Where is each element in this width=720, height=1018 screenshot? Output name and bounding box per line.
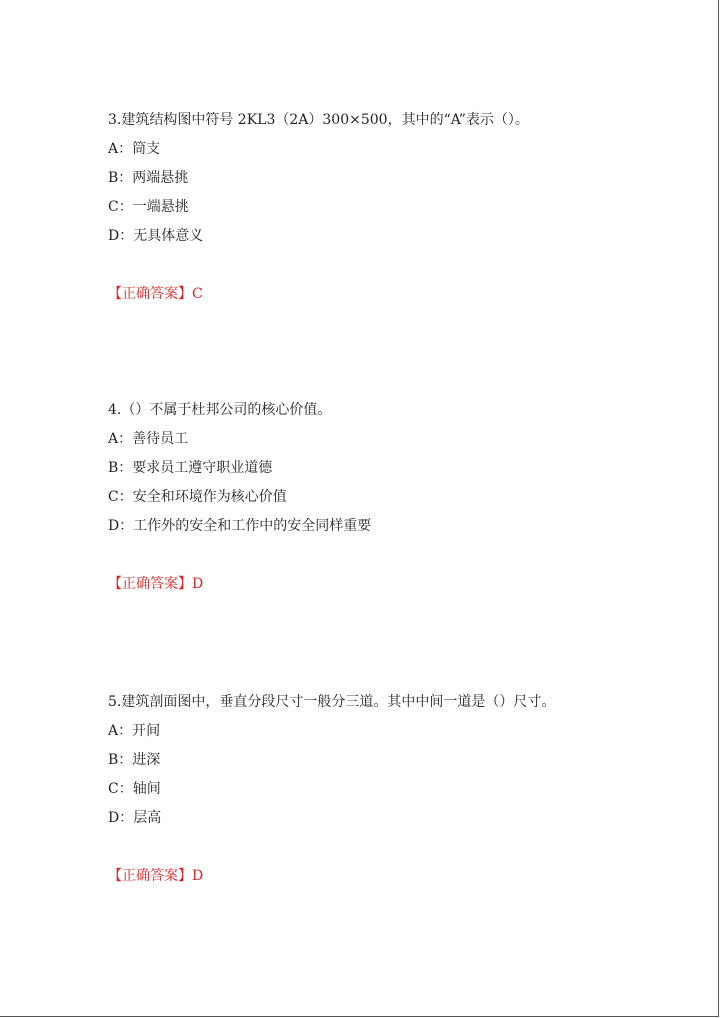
option-c: C：一端悬挑	[108, 199, 189, 215]
option-d: D：层高	[108, 810, 162, 826]
correct-answer: 【正确答案】D	[108, 576, 204, 592]
option-b: B：要求员工遵守职业道德	[108, 460, 273, 476]
option-c: C：轴间	[108, 781, 161, 797]
option-d: D：无具体意义	[108, 228, 204, 244]
correct-answer: 【正确答案】D	[108, 868, 204, 884]
question-stem: 4.（）不属于杜邦公司的核心价值。	[108, 402, 332, 418]
option-a: A：善待员工	[108, 431, 189, 447]
option-a: A：开间	[108, 723, 161, 739]
option-c: C：安全和环境作为核心价值	[108, 489, 287, 505]
question-4	[108, 401, 688, 593]
option-d: D：工作外的安全和工作中的安全同样重要	[108, 518, 372, 534]
question-3	[108, 111, 688, 303]
question-5	[108, 693, 688, 885]
option-b: B：两端悬挑	[108, 170, 189, 186]
option-b: B：进深	[108, 752, 161, 768]
correct-answer: 【正确答案】C	[108, 286, 203, 302]
question-stem: 5.建筑剖面图中，垂直分段尺寸一般分三道。其中中间一道是（）尺寸。	[108, 694, 556, 710]
question-stem: 3.建筑结构图中符号 2KL3（2A）300×500，其中的“A”表示（）。	[108, 112, 529, 128]
option-a: A：筒支	[108, 141, 161, 157]
